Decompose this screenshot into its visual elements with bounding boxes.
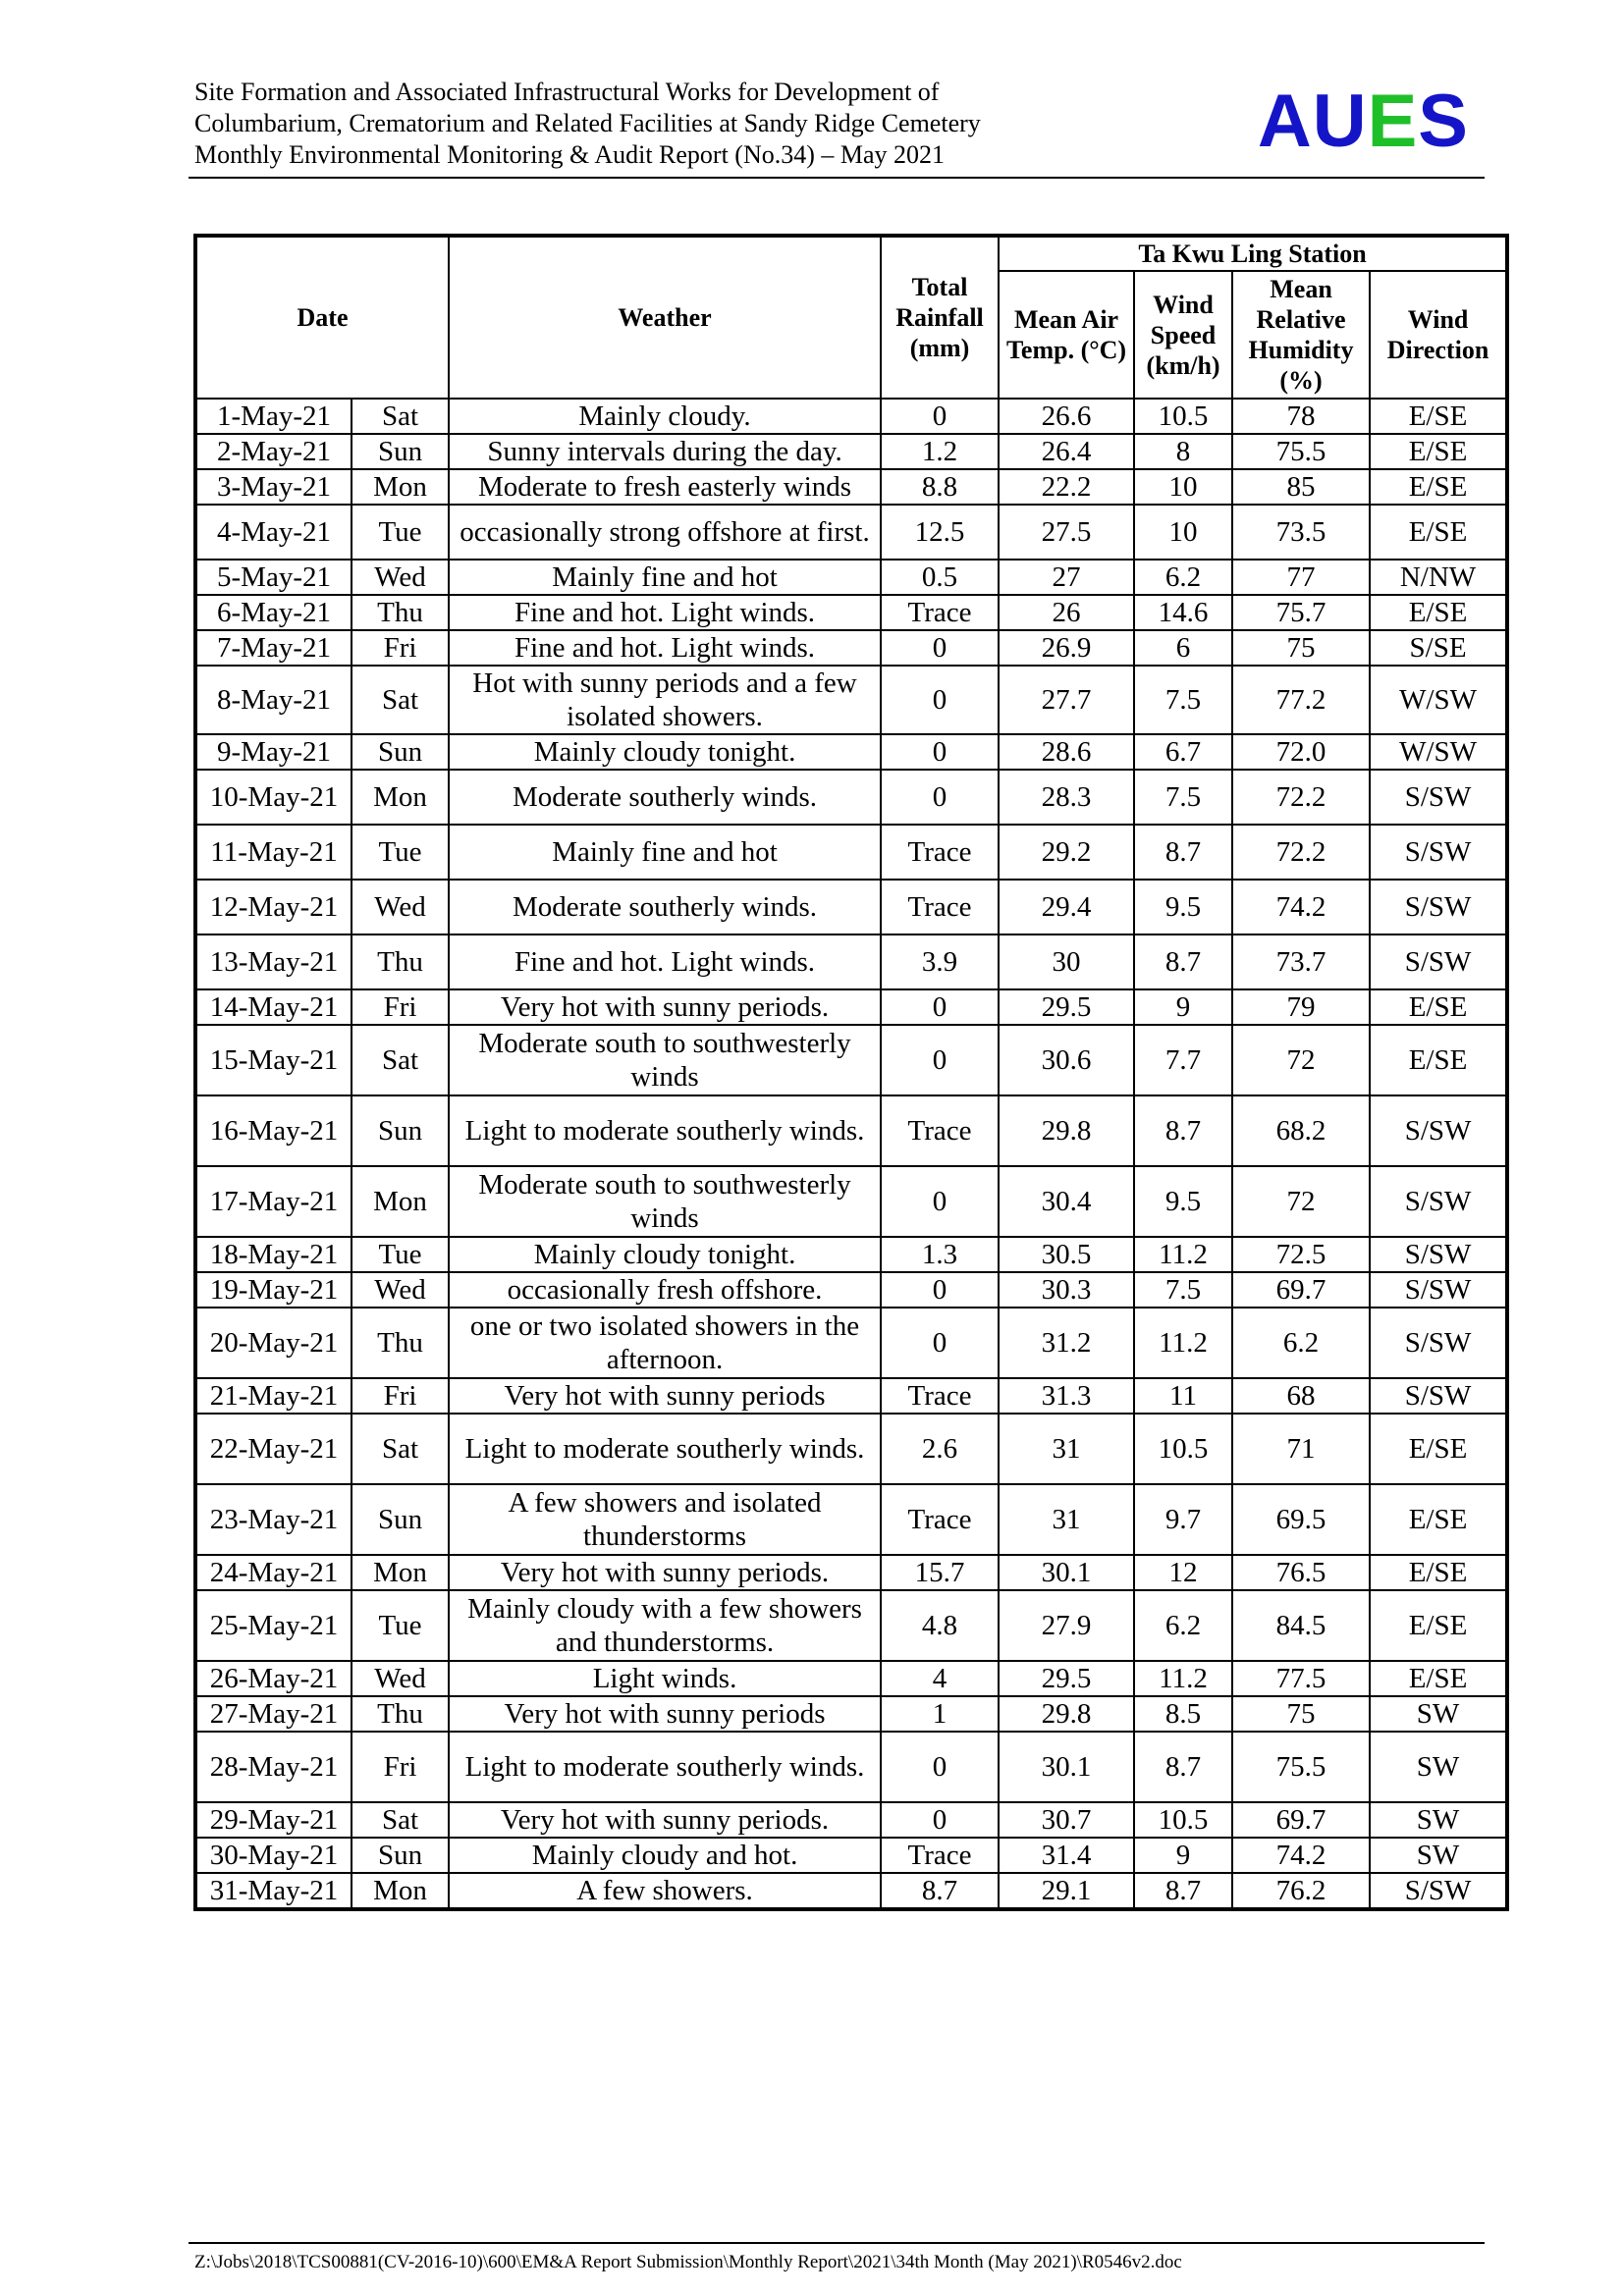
day-cell: Sun: [352, 1838, 449, 1873]
rainfall-cell: 0.5: [881, 560, 999, 595]
weather-cell: Mainly cloudy and hot.: [449, 1838, 881, 1873]
file-path: Z:\Jobs\2018\TCS00881(CV-2016-10)\600\EM&A Report Submission\Monthly Report\2021\34th Month (May 2021)\R0546v2.doc: [194, 2252, 1182, 2272]
table-row: [195, 1166, 1507, 1237]
header-wind-direction: Wind Direction: [1370, 271, 1507, 399]
wind-direction-cell: E/SE: [1370, 1555, 1507, 1590]
humidity-cell: 78: [1232, 399, 1370, 434]
date-cell: 28-May-21: [195, 1732, 352, 1802]
wind-speed-cell: 10.5: [1134, 1802, 1232, 1838]
temp-cell: 30.1: [999, 1732, 1134, 1802]
header-humidity: Mean Relative Humidity (%): [1232, 271, 1370, 399]
wind-speed-cell: 11.2: [1134, 1308, 1232, 1378]
wind-speed-cell: 10: [1134, 505, 1232, 560]
humidity-cell: 72: [1232, 1025, 1370, 1095]
rainfall-cell: 0: [881, 1272, 999, 1308]
date-cell: 22-May-21: [195, 1414, 352, 1484]
rainfall-cell: 15.7: [881, 1555, 999, 1590]
rainfall-cell: 0: [881, 1732, 999, 1802]
day-cell: Sat: [352, 1802, 449, 1838]
header-temp: Mean Air Temp. (°C): [999, 271, 1134, 399]
temp-cell: 29.1: [999, 1873, 1134, 1909]
wind-speed-cell: 9.7: [1134, 1484, 1232, 1555]
wind-direction-cell: E/SE: [1370, 1484, 1507, 1555]
day-cell: Wed: [352, 880, 449, 934]
day-cell: Mon: [352, 1555, 449, 1590]
wind-direction-cell: S/SW: [1370, 825, 1507, 880]
wind-speed-cell: 8.7: [1134, 1095, 1232, 1166]
temp-cell: 31: [999, 1414, 1134, 1484]
humidity-cell: 74.2: [1232, 1838, 1370, 1873]
wind-direction-cell: E/SE: [1370, 469, 1507, 505]
day-cell: Sun: [352, 734, 449, 770]
wind-direction-cell: W/SW: [1370, 666, 1507, 734]
rainfall-cell: 1.2: [881, 434, 999, 469]
temp-cell: 26.6: [999, 399, 1134, 434]
humidity-cell: 69.5: [1232, 1484, 1370, 1555]
table-row: [195, 1095, 1507, 1166]
humidity-cell: 73.5: [1232, 505, 1370, 560]
rainfall-cell: Trace: [881, 1095, 999, 1166]
weather-cell: Very hot with sunny periods.: [449, 1802, 881, 1838]
wind-direction-cell: N/NW: [1370, 560, 1507, 595]
day-cell: Sun: [352, 1095, 449, 1166]
weather-cell: Mainly cloudy with a few showers and thunderstorms.: [449, 1590, 881, 1661]
weather-cell: Mainly cloudy tonight.: [449, 1237, 881, 1272]
wind-speed-cell: 10.5: [1134, 399, 1232, 434]
wind-direction-cell: E/SE: [1370, 1025, 1507, 1095]
humidity-cell: 69.7: [1232, 1802, 1370, 1838]
title-line-2: Columbarium, Crematorium and Related Facilities at Sandy Ridge Cemetery: [194, 109, 981, 137]
footer-divider: [189, 2242, 1485, 2244]
wind-direction-cell: S/SW: [1370, 1378, 1507, 1414]
humidity-cell: 85: [1232, 469, 1370, 505]
wind-speed-cell: 10: [1134, 469, 1232, 505]
humidity-cell: 71: [1232, 1414, 1370, 1484]
humidity-cell: 75: [1232, 630, 1370, 666]
wind-direction-cell: S/SW: [1370, 1308, 1507, 1378]
date-cell: 6-May-21: [195, 595, 352, 630]
table-row: [195, 1378, 1507, 1414]
weather-cell: Light winds.: [449, 1661, 881, 1696]
table-row: [195, 880, 1507, 934]
rainfall-cell: Trace: [881, 595, 999, 630]
weather-cell: Moderate southerly winds.: [449, 770, 881, 825]
weather-cell: Moderate to fresh easterly winds: [449, 469, 881, 505]
day-cell: Fri: [352, 989, 449, 1025]
rainfall-cell: 0: [881, 630, 999, 666]
table-row: [195, 1555, 1507, 1590]
table-row: [195, 630, 1507, 666]
weather-table: [193, 234, 1509, 1911]
wind-direction-cell: E/SE: [1370, 505, 1507, 560]
date-cell: 27-May-21: [195, 1696, 352, 1732]
day-cell: Sat: [352, 1025, 449, 1095]
rainfall-cell: 0: [881, 1166, 999, 1237]
date-cell: 23-May-21: [195, 1484, 352, 1555]
table-row: [195, 666, 1507, 734]
date-cell: 8-May-21: [195, 666, 352, 734]
wind-direction-cell: S/SW: [1370, 770, 1507, 825]
temp-cell: 29.4: [999, 880, 1134, 934]
date-cell: 26-May-21: [195, 1661, 352, 1696]
title-line-3: Monthly Environmental Monitoring & Audit Report (No.34) – May 2021: [194, 140, 946, 169]
wind-speed-cell: 7.5: [1134, 770, 1232, 825]
day-cell: Tue: [352, 825, 449, 880]
day-cell: Sat: [352, 666, 449, 734]
date-cell: 31-May-21: [195, 1873, 352, 1909]
header-weather: Weather: [449, 236, 881, 399]
table-row: [195, 825, 1507, 880]
date-cell: 18-May-21: [195, 1237, 352, 1272]
wind-speed-cell: 6.7: [1134, 734, 1232, 770]
day-cell: Thu: [352, 595, 449, 630]
date-cell: 25-May-21: [195, 1590, 352, 1661]
wind-speed-cell: 9.5: [1134, 1166, 1232, 1237]
header-rainfall: Total Rainfall (mm): [881, 236, 999, 399]
temp-cell: 30.1: [999, 1555, 1134, 1590]
temp-cell: 30.7: [999, 1802, 1134, 1838]
humidity-cell: 72.2: [1232, 770, 1370, 825]
temp-cell: 31: [999, 1484, 1134, 1555]
table-row: [195, 1237, 1507, 1272]
humidity-cell: 77: [1232, 560, 1370, 595]
rainfall-cell: 4: [881, 1661, 999, 1696]
rainfall-cell: 1.3: [881, 1237, 999, 1272]
date-cell: 15-May-21: [195, 1025, 352, 1095]
humidity-cell: 84.5: [1232, 1590, 1370, 1661]
rainfall-cell: 0: [881, 734, 999, 770]
date-cell: 19-May-21: [195, 1272, 352, 1308]
temp-cell: 28.3: [999, 770, 1134, 825]
wind-direction-cell: E/SE: [1370, 595, 1507, 630]
wind-speed-cell: 8.7: [1134, 1873, 1232, 1909]
table-row: [195, 989, 1507, 1025]
date-cell: 9-May-21: [195, 734, 352, 770]
day-cell: Mon: [352, 469, 449, 505]
wind-direction-cell: W/SW: [1370, 734, 1507, 770]
rainfall-cell: 1: [881, 1696, 999, 1732]
date-cell: 13-May-21: [195, 934, 352, 989]
wind-direction-cell: E/SE: [1370, 1414, 1507, 1484]
temp-cell: 26.4: [999, 434, 1134, 469]
wind-speed-cell: 11.2: [1134, 1237, 1232, 1272]
day-cell: Thu: [352, 1308, 449, 1378]
day-cell: Mon: [352, 1166, 449, 1237]
wind-direction-cell: E/SE: [1370, 1590, 1507, 1661]
day-cell: Thu: [352, 934, 449, 989]
wind-direction-cell: E/SE: [1370, 1661, 1507, 1696]
table-row: [195, 1272, 1507, 1308]
humidity-cell: 73.7: [1232, 934, 1370, 989]
temp-cell: 27: [999, 560, 1134, 595]
temp-cell: 31.4: [999, 1838, 1134, 1873]
weather-cell: Mainly cloudy.: [449, 399, 881, 434]
date-cell: 29-May-21: [195, 1802, 352, 1838]
humidity-cell: 72.2: [1232, 825, 1370, 880]
report-title: [194, 77, 1137, 171]
temp-cell: 29.8: [999, 1095, 1134, 1166]
header-date: Date: [195, 236, 449, 399]
page-header: [194, 77, 1483, 177]
wind-direction-cell: S/SW: [1370, 1237, 1507, 1272]
day-cell: Thu: [352, 1696, 449, 1732]
humidity-cell: 75.5: [1232, 434, 1370, 469]
date-cell: 4-May-21: [195, 505, 352, 560]
temp-cell: 26.9: [999, 630, 1134, 666]
temp-cell: 30.4: [999, 1166, 1134, 1237]
weather-cell: Mainly fine and hot: [449, 560, 881, 595]
weather-rows: [195, 399, 1507, 1909]
rainfall-cell: 4.8: [881, 1590, 999, 1661]
rainfall-cell: Trace: [881, 1378, 999, 1414]
table-row: [195, 734, 1507, 770]
wind-direction-cell: SW: [1370, 1802, 1507, 1838]
temp-cell: 27.9: [999, 1590, 1134, 1661]
table-row: [195, 1802, 1507, 1838]
weather-cell: Very hot with sunny periods: [449, 1378, 881, 1414]
temp-cell: 29.5: [999, 1661, 1134, 1696]
date-cell: 10-May-21: [195, 770, 352, 825]
temp-cell: 29.8: [999, 1696, 1134, 1732]
day-cell: Tue: [352, 1590, 449, 1661]
day-cell: Wed: [352, 1661, 449, 1696]
weather-cell: Moderate south to southwesterly winds: [449, 1025, 881, 1095]
rainfall-cell: 8.7: [881, 1873, 999, 1909]
table-row: [195, 469, 1507, 505]
weather-cell: Mainly fine and hot: [449, 825, 881, 880]
humidity-cell: 72: [1232, 1166, 1370, 1237]
rainfall-cell: 0: [881, 1308, 999, 1378]
date-cell: 1-May-21: [195, 399, 352, 434]
date-cell: 20-May-21: [195, 1308, 352, 1378]
weather-cell: Fine and hot. Light winds.: [449, 630, 881, 666]
humidity-cell: 6.2: [1232, 1308, 1370, 1378]
table-row: [195, 770, 1507, 825]
date-cell: 16-May-21: [195, 1095, 352, 1166]
day-cell: Sat: [352, 399, 449, 434]
wind-speed-cell: 6: [1134, 630, 1232, 666]
day-cell: Sun: [352, 1484, 449, 1555]
rainfall-cell: 0: [881, 1025, 999, 1095]
wind-speed-cell: 7.5: [1134, 1272, 1232, 1308]
humidity-cell: 68.2: [1232, 1095, 1370, 1166]
day-cell: Wed: [352, 560, 449, 595]
wind-direction-cell: E/SE: [1370, 399, 1507, 434]
weather-cell: Sunny intervals during the day.: [449, 434, 881, 469]
date-cell: 14-May-21: [195, 989, 352, 1025]
weather-cell: Moderate south to southwesterly winds: [449, 1166, 881, 1237]
day-cell: Tue: [352, 505, 449, 560]
humidity-cell: 75: [1232, 1696, 1370, 1732]
table-row: [195, 1025, 1507, 1095]
table-row: [195, 1732, 1507, 1802]
wind-speed-cell: 10.5: [1134, 1414, 1232, 1484]
wind-direction-cell: SW: [1370, 1732, 1507, 1802]
wind-direction-cell: S/SW: [1370, 1095, 1507, 1166]
humidity-cell: 72.0: [1232, 734, 1370, 770]
rainfall-cell: 0: [881, 666, 999, 734]
wind-speed-cell: 11.2: [1134, 1661, 1232, 1696]
weather-cell: occasionally fresh offshore.: [449, 1272, 881, 1308]
wind-speed-cell: 6.2: [1134, 1590, 1232, 1661]
table-row: [195, 1590, 1507, 1661]
temp-cell: 26: [999, 595, 1134, 630]
weather-cell: Light to moderate southerly winds.: [449, 1095, 881, 1166]
humidity-cell: 76.2: [1232, 1873, 1370, 1909]
table-row: [195, 1484, 1507, 1555]
table-row: [195, 399, 1507, 434]
date-cell: 3-May-21: [195, 469, 352, 505]
wind-direction-cell: E/SE: [1370, 434, 1507, 469]
wind-direction-cell: SW: [1370, 1696, 1507, 1732]
table-row: [195, 560, 1507, 595]
wind-direction-cell: S/SW: [1370, 1272, 1507, 1308]
table-row: [195, 934, 1507, 989]
wind-speed-cell: 12: [1134, 1555, 1232, 1590]
temp-cell: 29.2: [999, 825, 1134, 880]
temp-cell: 22.2: [999, 469, 1134, 505]
weather-cell: Fine and hot. Light winds.: [449, 595, 881, 630]
weather-cell: A few showers and isolated thunderstorms: [449, 1484, 881, 1555]
rainfall-cell: 12.5: [881, 505, 999, 560]
rainfall-cell: 0: [881, 1802, 999, 1838]
rainfall-cell: 2.6: [881, 1414, 999, 1484]
wind-speed-cell: 9: [1134, 1838, 1232, 1873]
date-cell: 24-May-21: [195, 1555, 352, 1590]
rainfall-cell: Trace: [881, 880, 999, 934]
weather-cell: Very hot with sunny periods: [449, 1696, 881, 1732]
weather-cell: one or two isolated showers in the afternoon.: [449, 1308, 881, 1378]
rainfall-cell: Trace: [881, 1838, 999, 1873]
humidity-cell: 79: [1232, 989, 1370, 1025]
table-row: [195, 1414, 1507, 1484]
header-station: Ta Kwu Ling Station: [999, 236, 1507, 271]
table-row: [195, 1661, 1507, 1696]
date-cell: 17-May-21: [195, 1166, 352, 1237]
weather-cell: Light to moderate southerly winds.: [449, 1732, 881, 1802]
wind-speed-cell: 14.6: [1134, 595, 1232, 630]
day-cell: Fri: [352, 630, 449, 666]
weather-cell: Mainly cloudy tonight.: [449, 734, 881, 770]
aues-logo: AUES: [1257, 80, 1469, 163]
day-cell: Sun: [352, 434, 449, 469]
wind-direction-cell: S/SW: [1370, 1166, 1507, 1237]
temp-cell: 31.3: [999, 1378, 1134, 1414]
humidity-cell: 69.7: [1232, 1272, 1370, 1308]
wind-speed-cell: 8.7: [1134, 825, 1232, 880]
weather-cell: A few showers.: [449, 1873, 881, 1909]
weather-cell: Hot with sunny periods and a few isolated showers.: [449, 666, 881, 734]
humidity-cell: 75.5: [1232, 1732, 1370, 1802]
wind-speed-cell: 8.7: [1134, 1732, 1232, 1802]
day-cell: Sat: [352, 1414, 449, 1484]
date-cell: 11-May-21: [195, 825, 352, 880]
humidity-cell: 75.7: [1232, 595, 1370, 630]
humidity-cell: 68: [1232, 1378, 1370, 1414]
rainfall-cell: Trace: [881, 1484, 999, 1555]
temp-cell: 29.5: [999, 989, 1134, 1025]
table-row: [195, 1838, 1507, 1873]
wind-speed-cell: 8.5: [1134, 1696, 1232, 1732]
humidity-cell: 72.5: [1232, 1237, 1370, 1272]
humidity-cell: 77.5: [1232, 1661, 1370, 1696]
weather-cell: Moderate southerly winds.: [449, 880, 881, 934]
wind-speed-cell: 9: [1134, 989, 1232, 1025]
rainfall-cell: 0: [881, 989, 999, 1025]
humidity-cell: 74.2: [1232, 880, 1370, 934]
temp-cell: 31.2: [999, 1308, 1134, 1378]
wind-direction-cell: S/SW: [1370, 1873, 1507, 1909]
day-cell: Mon: [352, 1873, 449, 1909]
date-cell: 21-May-21: [195, 1378, 352, 1414]
table-row: [195, 434, 1507, 469]
date-cell: 5-May-21: [195, 560, 352, 595]
wind-speed-cell: 11: [1134, 1378, 1232, 1414]
temp-cell: 27.7: [999, 666, 1134, 734]
weather-cell: occasionally strong offshore at first.: [449, 505, 881, 560]
humidity-cell: 76.5: [1232, 1555, 1370, 1590]
wind-speed-cell: 8: [1134, 434, 1232, 469]
day-cell: Mon: [352, 770, 449, 825]
wind-speed-cell: 8.7: [1134, 934, 1232, 989]
rainfall-cell: Trace: [881, 825, 999, 880]
day-cell: Wed: [352, 1272, 449, 1308]
temp-cell: 28.6: [999, 734, 1134, 770]
temp-cell: 30.6: [999, 1025, 1134, 1095]
table-row: [195, 505, 1507, 560]
table-row: [195, 1308, 1507, 1378]
day-cell: Tue: [352, 1237, 449, 1272]
wind-direction-cell: S/SW: [1370, 934, 1507, 989]
wind-speed-cell: 9.5: [1134, 880, 1232, 934]
table-row: [195, 595, 1507, 630]
wind-direction-cell: S/SW: [1370, 880, 1507, 934]
wind-speed-cell: 7.7: [1134, 1025, 1232, 1095]
wind-direction-cell: E/SE: [1370, 989, 1507, 1025]
wind-speed-cell: 6.2: [1134, 560, 1232, 595]
table-row: [195, 1696, 1507, 1732]
header-divider: [189, 177, 1485, 179]
humidity-cell: 77.2: [1232, 666, 1370, 734]
weather-cell: Fine and hot. Light winds.: [449, 934, 881, 989]
date-cell: 2-May-21: [195, 434, 352, 469]
temp-cell: 30.3: [999, 1272, 1134, 1308]
wind-direction-cell: S/SE: [1370, 630, 1507, 666]
date-cell: 12-May-21: [195, 880, 352, 934]
rainfall-cell: 3.9: [881, 934, 999, 989]
date-cell: 30-May-21: [195, 1838, 352, 1873]
title-line-1: Site Formation and Associated Infrastructural Works for Development of: [194, 78, 940, 106]
date-cell: 7-May-21: [195, 630, 352, 666]
wind-direction-cell: SW: [1370, 1838, 1507, 1873]
rainfall-cell: 0: [881, 770, 999, 825]
rainfall-cell: 8.8: [881, 469, 999, 505]
header-wind-speed: Wind Speed (km/h): [1134, 271, 1232, 399]
table-row: [195, 1873, 1507, 1909]
temp-cell: 30.5: [999, 1237, 1134, 1272]
temp-cell: 30: [999, 934, 1134, 989]
day-cell: Fri: [352, 1732, 449, 1802]
weather-cell: Light to moderate southerly winds.: [449, 1414, 881, 1484]
weather-cell: Very hot with sunny periods.: [449, 989, 881, 1025]
weather-cell: Very hot with sunny periods.: [449, 1555, 881, 1590]
temp-cell: 27.5: [999, 505, 1134, 560]
day-cell: Fri: [352, 1378, 449, 1414]
rainfall-cell: 0: [881, 399, 999, 434]
wind-speed-cell: 7.5: [1134, 666, 1232, 734]
